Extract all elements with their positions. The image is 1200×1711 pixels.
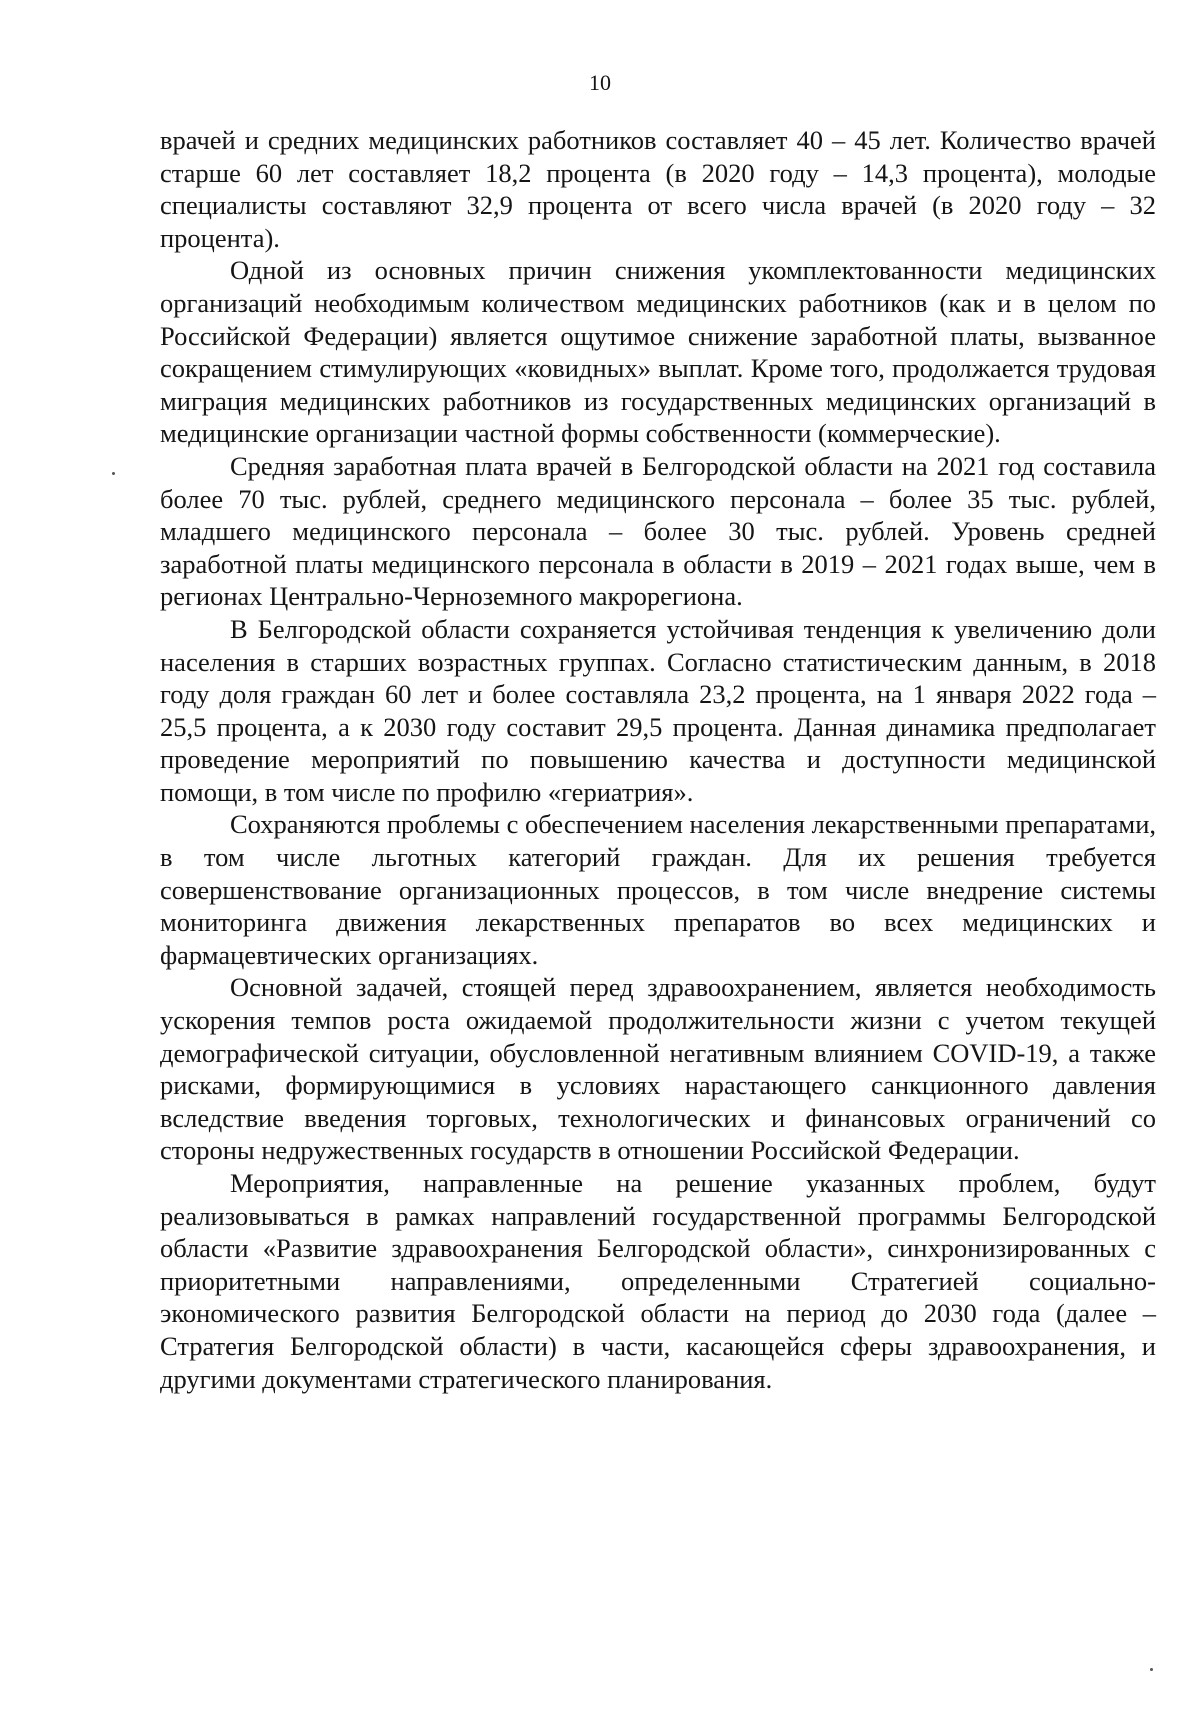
- scan-speck: [112, 472, 115, 475]
- paragraph-aging-population: В Белгородской области сохраняется устойчивая тенденция к увеличению доли населения в старших возрастных группах. Согласно статистическим данным, в 2018 году доля граждан 60 лет и более составляла 23,2 процента, на 1 января 2022 года – 25,5 процента, а к 2030 году составит 29,5 процента. Данная динамика предполагает проведение мероприятий по повышению качества и доступности медицинской помощи, в том числе по профилю «гериатрия».: [160, 613, 1156, 807]
- paragraph-staffing-causes: Одной из основных причин снижения укомплектованности медицинских организаций необходимым количеством медицинских работников (как и в целом по Российской Федерации) является ощутимое снижение заработной платы, вызванное сокращением стимулирующих «ковидных» выплат. Кроме того, продолжается трудовая миграция медицинских работников из государственных медицинских организаций в медицинские организации частной формы собственности (коммерческие).: [160, 255, 1156, 449]
- paragraph-measures: Мероприятия, направленные на решение указанных проблем, будут реализовываться в рамках направлений государственной программы Белгородской области «Развитие здравоохранения Белгородской области», синхронизированных с приоритетными направлениями, определенными Стратегией социально-экономического развития Белгородской области на период до 2030 года (далее – Стратегия Белгородской области) в части, касающейся сферы здравоохранения, и другими документами стратегического планирования.: [160, 1168, 1156, 1394]
- scan-speck: [1150, 1668, 1153, 1671]
- document-body: [160, 124, 1156, 1395]
- paragraph-continuation: врачей и средних медицинских работников составляет 40 – 45 лет. Количество врачей старше 60 лет составляет 18,2 процента (в 2020 году – 14,3 процента), молодые специалисты составляют 32,9 процента от всего числа врачей (в 2020 году – 32 процента).: [160, 125, 1156, 253]
- paragraph-drug-supply: Сохраняются проблемы с обеспечением населения лекарственными препаратами, в том числе льготных категорий граждан. Для их решения требуется совершенствование организационных процессов, в том числе внедрение системы мониторинга движения лекарственных препаратов во всех медицинских и фармацевтических организациях.: [160, 809, 1156, 970]
- paragraph-main-task: Основной задачей, стоящей перед здравоохранением, является необходимость ускорения темпов роста ожидаемой продолжительности жизни с учетом текущей демографической ситуации, обусловленной негативным влиянием COVID-19, а также рисками, формирующимися в условиях нарастающего санкционного давления вследствие введения торговых, технологических и финансовых ограничений со стороны недружественных государств в отношении Российской Федерации.: [160, 972, 1156, 1166]
- paragraph-average-salary: Средняя заработная плата врачей в Белгородской области на 2021 год составила более 70 тыс. рублей, среднего медицинского персонала – более 35 тыс. рублей, младшего медицинского персонала – более 30 тыс. рублей. Уровень средней заработной платы медицинского персонала в области в 2019 – 2021 годах выше, чем в регионах Центрально-Черноземного макрорегиона.: [160, 450, 1156, 612]
- page-number: 10: [589, 70, 611, 95]
